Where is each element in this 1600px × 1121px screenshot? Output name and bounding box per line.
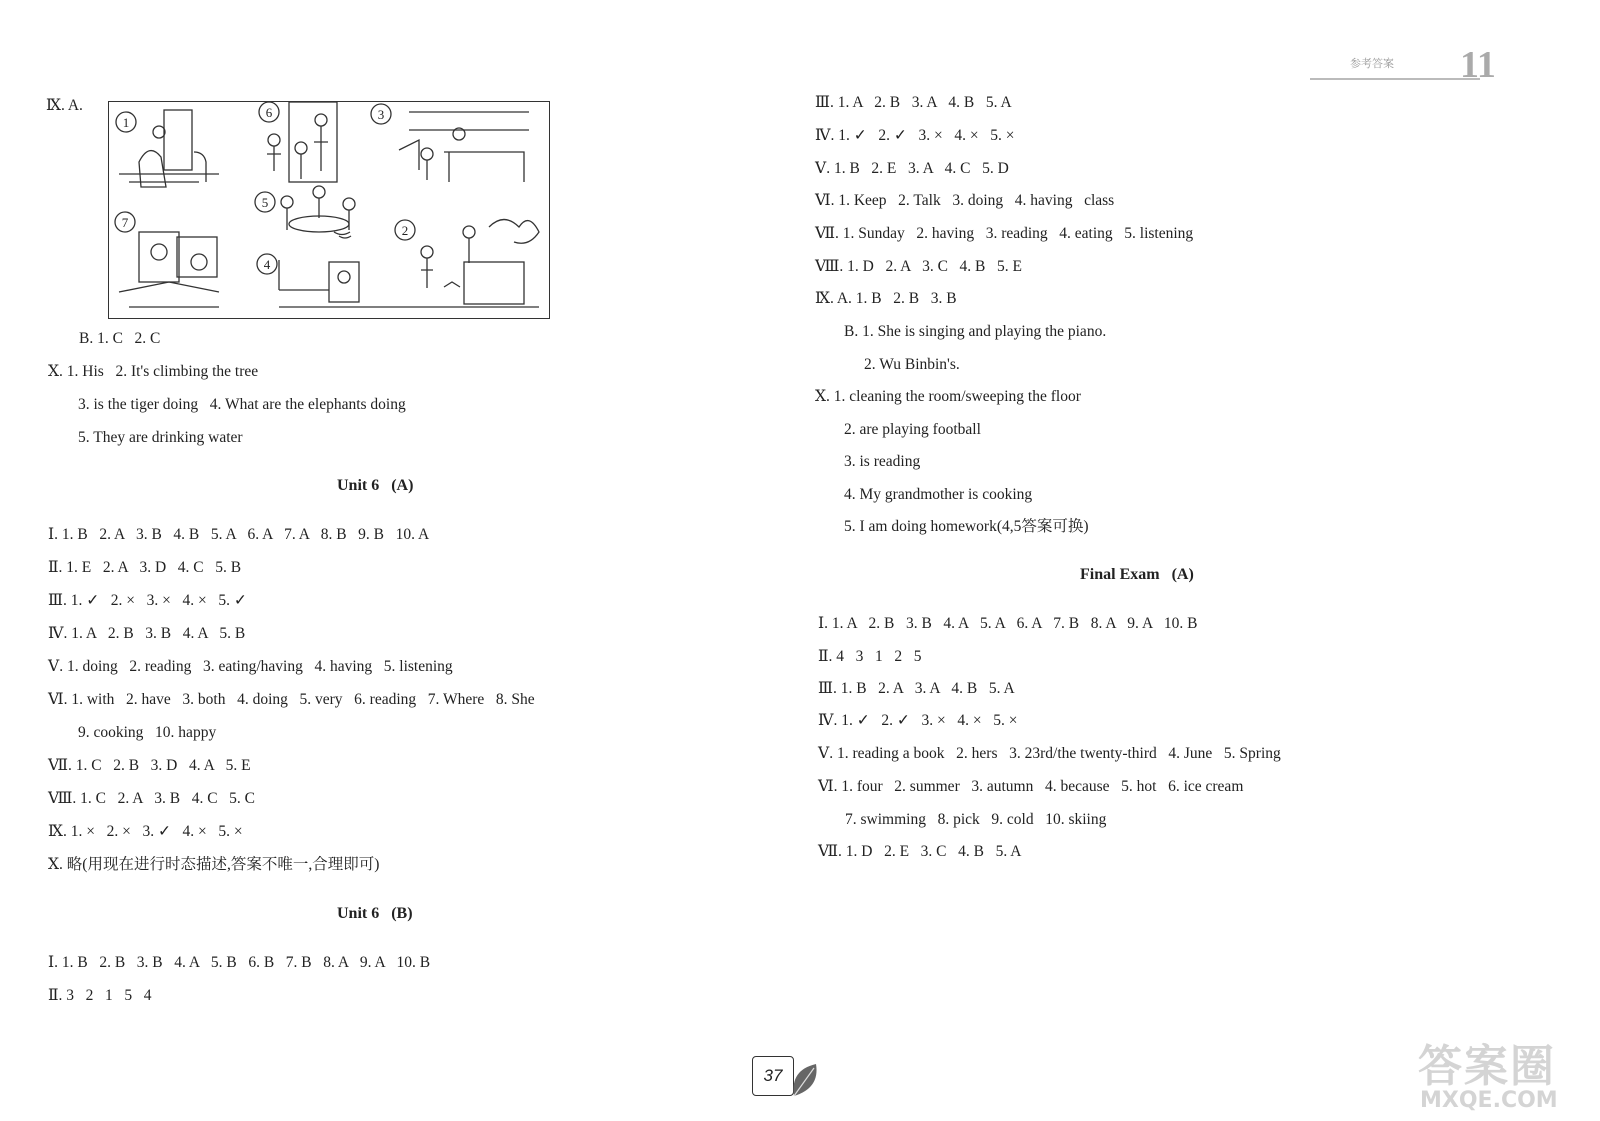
final-line: Ⅶ. 1. D 2. E 3. C 4. B 5. A — [818, 843, 1022, 860]
right-line: 2. are playing football — [844, 421, 981, 438]
unit6a-line: Ⅴ. 1. doing 2. reading 3. eating/having 4. having 5. listening — [48, 658, 453, 675]
right-line: Ⅵ. 1. Keep 2. Talk 3. doing 4. having class — [815, 192, 1115, 209]
scene-number-label: 1 — [122, 115, 130, 130]
scene-number-label: 5 — [261, 195, 269, 210]
final-line: Ⅴ. 1. reading a book 2. hers 3. 23rd/the twenty-third 4. June 5. Spring — [818, 745, 1281, 762]
page-number: 37 — [752, 1056, 794, 1096]
unit6a-title: Unit 6 (A) — [337, 477, 414, 494]
unit6a-line: Ⅷ. 1. C 2. A 3. B 4. C 5. C — [48, 790, 256, 807]
watermark — [1408, 1030, 1593, 1120]
scene-number-label: 4 — [263, 257, 271, 272]
scene-number-label: 6 — [265, 105, 273, 120]
final-line: Ⅱ. 4 3 1 2 5 — [818, 648, 922, 665]
unit6a-line: Ⅶ. 1. C 2. B 3. D 4. A 5. E — [48, 757, 251, 774]
unit6a-line: 9. cooking 10. happy — [78, 724, 217, 741]
right-line: Ⅶ. 1. Sunday 2. having 3. reading 4. eating 5. listening — [815, 225, 1194, 242]
unit6b-line: Ⅱ. 3 2 1 5 4 — [48, 987, 152, 1004]
header-corner-label: 参考答案 — [1350, 57, 1394, 70]
right-line: Ⅷ. 1. D 2. A 3. C 4. B 5. E — [815, 258, 1022, 275]
unit6a-line: Ⅹ. 略(用现在进行时态描述,答案不唯一,合理即可) — [48, 856, 380, 873]
unit6a-line: Ⅵ. 1. with 2. have 3. both 4. doing 5. very 6. reading 7. Where 8. She — [48, 691, 535, 708]
right-line: 2. Wu Binbin's. — [864, 356, 960, 373]
left-line-4: 5. They are drinking water — [78, 429, 243, 446]
header-corner-decoration — [1310, 43, 1530, 83]
final-exam-title: Final Exam (A) — [1080, 566, 1194, 583]
left-line-3: 3. is the tiger doing 4. What are the elephants doing — [78, 396, 406, 413]
right-line: 3. is reading — [844, 453, 921, 470]
unit6a-line: Ⅳ. 1. A 2. B 3. B 4. A 5. B — [48, 625, 246, 642]
right-line: Ⅸ. A. 1. B 2. B 3. B — [815, 290, 957, 307]
watermark-top-text: 答案圈 — [1418, 1041, 1556, 1092]
right-line: Ⅴ. 1. B 2. E 3. A 4. C 5. D — [815, 160, 1009, 177]
unit6b-line: Ⅰ. 1. B 2. B 3. B 4. A 5. B 6. B 7. B 8. A 9. A 10. B — [48, 954, 431, 971]
unit6a-line: Ⅲ. 1. ✓ 2. × 3. × 4. × 5. ✓ — [48, 592, 247, 609]
unit6a-line: Ⅱ. 1. E 2. A 3. D 4. C 5. B — [48, 559, 242, 576]
final-line: Ⅵ. 1. four 2. summer 3. autumn 4. because 5. hot 6. ice cream — [818, 778, 1244, 795]
unit6a-line: Ⅸ. 1. × 2. × 3. ✓ 4. × 5. × — [48, 823, 243, 840]
unit6b-title: Unit 6 (B) — [337, 905, 413, 922]
final-line: Ⅳ. 1. ✓ 2. ✓ 3. × 4. × 5. × — [818, 712, 1018, 729]
leaf-icon — [790, 1060, 822, 1100]
final-line: 7. swimming 8. pick 9. cold 10. skiing — [845, 811, 1107, 828]
right-line: Ⅲ. 1. A 2. B 3. A 4. B 5. A — [815, 94, 1012, 111]
scene-number-label: 2 — [401, 223, 409, 238]
right-line: B. 1. She is singing and playing the piano. — [844, 323, 1107, 340]
svg-text:11: 11 — [1460, 44, 1496, 83]
left-line-1: B. 1. C 2. C — [79, 330, 161, 347]
final-line: Ⅲ. 1. B 2. A 3. A 4. B 5. A — [818, 680, 1015, 697]
left-line-2: Ⅹ. 1. His 2. It's climbing the tree — [48, 363, 259, 380]
right-line: 5. I am doing homework(4,5答案可换) — [844, 518, 1089, 535]
right-line: Ⅹ. 1. cleaning the room/sweeping the floor — [815, 388, 1081, 405]
ix-a-label: Ⅸ. A. — [46, 97, 83, 114]
right-line: Ⅳ. 1. ✓ 2. ✓ 3. × 4. × 5. × — [815, 127, 1015, 144]
right-line: 4. My grandmother is cooking — [844, 486, 1033, 503]
unit6a-line: Ⅰ. 1. B 2. A 3. B 4. B 5. A 6. A 7. A 8. B 9. B 10. A — [48, 526, 430, 543]
scene-number-label: 7 — [121, 215, 129, 230]
watermark-bottom-text: MXQE.COM — [1420, 1088, 1558, 1113]
illustration-drawing — [109, 102, 549, 318]
illustration-panel — [108, 101, 550, 319]
scene-number-label: 3 — [377, 107, 385, 122]
final-line: Ⅰ. 1. A 2. B 3. B 4. A 5. A 6. A 7. B 8. A 9. A 10. B — [818, 615, 1198, 632]
